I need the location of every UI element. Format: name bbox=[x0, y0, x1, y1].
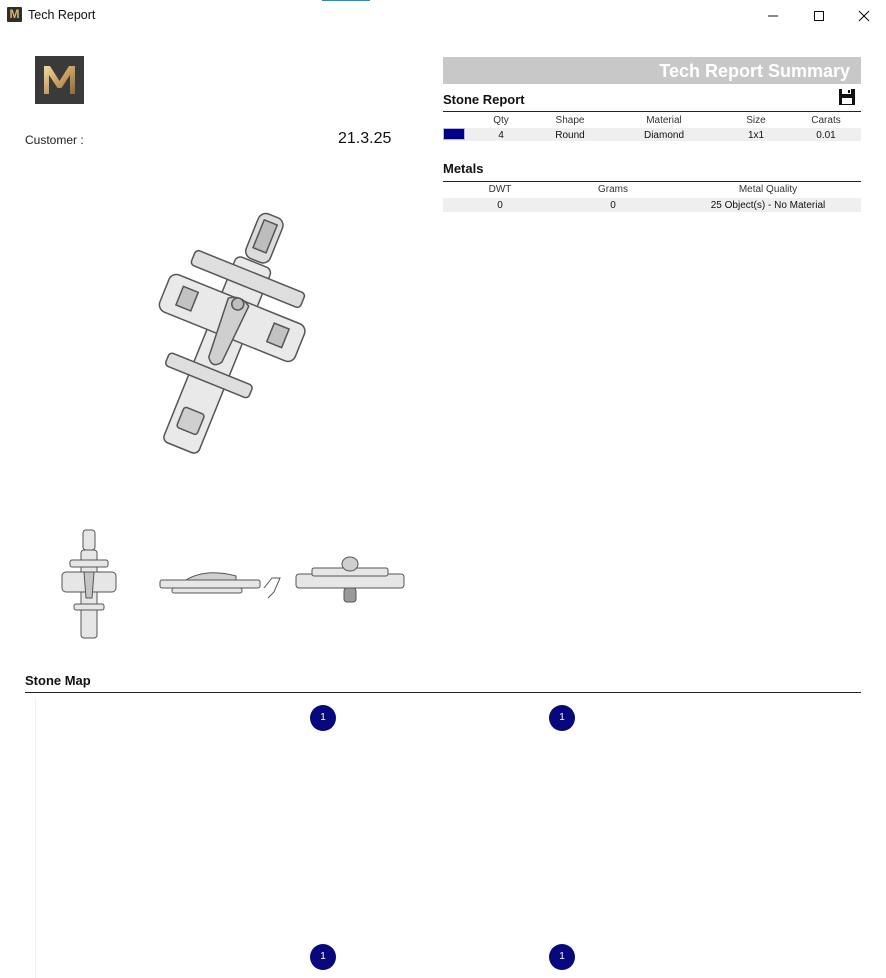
stone-map-title: Stone Map bbox=[25, 673, 91, 688]
metals-grams: 0 bbox=[610, 200, 616, 211]
title-bar-accent bbox=[322, 0, 370, 1]
product-thumbnail-front bbox=[56, 528, 122, 642]
title-bar bbox=[0, 0, 886, 31]
summary-header: Tech Report Summary bbox=[443, 57, 861, 84]
stone-report-divider bbox=[443, 111, 861, 112]
report-date: 21.3.25 bbox=[338, 130, 392, 147]
stone-carats: 0.01 bbox=[816, 130, 836, 141]
stone-size: 1x1 bbox=[747, 130, 765, 141]
stone-qty: 4 bbox=[498, 130, 504, 141]
column-header-qty: Qty bbox=[493, 115, 509, 126]
product-thumbnail-top bbox=[292, 552, 408, 608]
stone-map-canvas[interactable] bbox=[35, 698, 862, 978]
stone-marker[interactable]: 1 bbox=[549, 944, 575, 970]
stone-shape: Round bbox=[555, 130, 585, 141]
column-header-metal-quality: Metal Quality bbox=[738, 184, 798, 195]
company-logo bbox=[35, 56, 84, 104]
close-button[interactable] bbox=[841, 0, 886, 31]
column-header-size: Size bbox=[746, 115, 766, 126]
stone-marker[interactable]: 1 bbox=[310, 705, 336, 731]
metals-title: Metals bbox=[443, 161, 484, 176]
customer-label: Customer : bbox=[25, 133, 84, 147]
stone-marker[interactable]: 1 bbox=[310, 944, 336, 970]
window-title: Tech Report bbox=[28, 8, 96, 22]
product-thumbnail-side bbox=[156, 562, 284, 606]
stone-report-title: Stone Report bbox=[443, 92, 525, 107]
stone-map-divider bbox=[25, 692, 861, 693]
app-icon: M bbox=[7, 7, 22, 22]
minimize-icon bbox=[767, 10, 779, 22]
column-header-material: Material bbox=[646, 115, 682, 126]
logo-monogram bbox=[35, 56, 84, 104]
metals-dwt: 0 bbox=[497, 200, 503, 211]
stone-marker[interactable]: 1 bbox=[549, 705, 575, 731]
column-header-carats: Carats bbox=[811, 115, 841, 126]
maximize-button[interactable] bbox=[796, 0, 842, 31]
column-header-grams: Grams bbox=[598, 184, 628, 195]
close-icon bbox=[858, 10, 870, 22]
minimize-button[interactable] bbox=[750, 0, 796, 31]
save-icon[interactable] bbox=[838, 88, 856, 106]
product-render-main bbox=[130, 200, 310, 480]
column-header-shape: Shape bbox=[555, 115, 585, 126]
maximize-icon bbox=[813, 10, 825, 22]
metals-quality: 25 Object(s) - No Material bbox=[710, 200, 826, 211]
column-header-dwt: DWT bbox=[488, 184, 512, 195]
stone-color-swatch bbox=[443, 128, 465, 140]
stone-material: Diamond bbox=[643, 130, 685, 141]
metals-divider bbox=[443, 181, 861, 182]
